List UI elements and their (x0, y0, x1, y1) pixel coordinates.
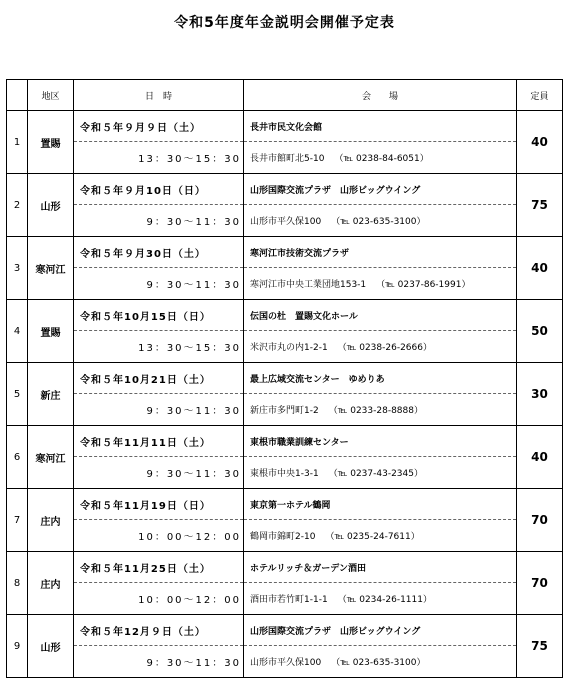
header-area: 地区 (28, 80, 74, 111)
venue-cell (244, 615, 517, 678)
capacity-cell: 30 (517, 363, 563, 426)
table-row (7, 363, 563, 426)
capacity-cell: 40 (517, 426, 563, 489)
venue-address: 寒河江市中央工業団地153-1 (250, 280, 367, 290)
header-venue: 会 場 (244, 80, 517, 111)
time-text: 13：30～15：30 (138, 343, 241, 354)
time-text: 10：00～12：00 (138, 595, 241, 606)
capacity-cell: 40 (517, 237, 563, 300)
date-text: 令和５年11月11日（土） (74, 426, 243, 457)
venue-address-line (244, 646, 516, 677)
row-number: 4 (7, 300, 28, 363)
table-row (7, 552, 563, 615)
time-text: 9：30～11：30 (146, 469, 241, 480)
venue-name: 長井市民文化会館 (244, 111, 516, 142)
datetime-cell (74, 426, 244, 489)
row-number: 6 (7, 426, 28, 489)
area-cell: 山形 (28, 615, 74, 678)
capacity-cell: 50 (517, 300, 563, 363)
venue-tel: （℡ 0233-28-8888） (328, 406, 423, 416)
time-text: 9：30～11：30 (146, 280, 241, 291)
venue-tel: （℡ 0238-26-2666） (337, 343, 432, 353)
area-cell: 寒河江 (28, 426, 74, 489)
time-text: 9：30～11：30 (146, 217, 241, 228)
row-number: 3 (7, 237, 28, 300)
row-number: 2 (7, 174, 28, 237)
venue-tel: （℡ 0237-43-2345） (328, 469, 423, 479)
venue-address-line (244, 394, 516, 425)
area-cell: 山形 (28, 174, 74, 237)
table-row (7, 615, 563, 678)
date-text: 令和５年９月10日（日） (74, 174, 243, 205)
venue-address-line (244, 583, 516, 614)
table-row (7, 300, 563, 363)
venue-address-line (244, 457, 516, 488)
venue-address: 新庄市多門町1-2 (250, 406, 319, 416)
area-cell: 庄内 (28, 552, 74, 615)
venue-cell (244, 300, 517, 363)
row-number: 1 (7, 111, 28, 174)
venue-cell (244, 363, 517, 426)
venue-cell (244, 174, 517, 237)
venue-name: 寒河江市技術交流プラザ (244, 237, 516, 268)
date-text: 令和５年11月19日（日） (74, 489, 243, 520)
time-text: 13：30～15：30 (138, 154, 241, 165)
table-row (7, 489, 563, 552)
venue-tel: （℡ 0234-26-1111） (337, 595, 432, 605)
venue-address-line (244, 520, 516, 551)
capacity-cell: 75 (517, 174, 563, 237)
venue-address: 山形市平久保100 (250, 658, 322, 668)
venue-tel: （℡ 023-635-3100） (331, 658, 426, 668)
page-title: 令和5年度年金説明会開催予定表 (174, 15, 395, 31)
venue-address-line (244, 268, 516, 299)
venue-cell (244, 426, 517, 489)
venue-name: 山形国際交流プラザ 山形ビッグウイング (244, 174, 516, 205)
date-text: 令和５年12月９日（土） (74, 615, 243, 646)
area-cell: 庄内 (28, 489, 74, 552)
venue-tel: （℡ 0235-24-7611） (325, 532, 420, 542)
date-text: 令和５年10月15日（日） (74, 300, 243, 331)
table-row (7, 426, 563, 489)
capacity-cell: 40 (517, 111, 563, 174)
datetime-cell (74, 237, 244, 300)
header-capacity: 定員 (517, 80, 563, 111)
venue-cell (244, 237, 517, 300)
time-text: 9：30～11：30 (146, 406, 241, 417)
datetime-cell (74, 363, 244, 426)
venue-address: 鶴岡市錦町2-10 (250, 532, 316, 542)
row-number: 5 (7, 363, 28, 426)
datetime-cell (74, 489, 244, 552)
venue-name: 東根市職業訓練センター (244, 426, 516, 457)
row-number: 7 (7, 489, 28, 552)
datetime-cell (74, 300, 244, 363)
venue-address: 酒田市若竹町1-1-1 (250, 595, 328, 605)
datetime-cell (74, 174, 244, 237)
venue-cell (244, 552, 517, 615)
venue-name: 最上広域交流センター ゆめりあ (244, 363, 516, 394)
venue-address: 山形市平久保100 (250, 217, 322, 227)
venue-cell (244, 489, 517, 552)
date-text: 令和５年９月30日（土） (74, 237, 243, 268)
table-row (7, 111, 563, 174)
time-text: 10：00～12：00 (138, 532, 241, 543)
area-cell: 置賜 (28, 300, 74, 363)
row-number: 8 (7, 552, 28, 615)
datetime-cell (74, 552, 244, 615)
date-text: 令和５年11月25日（土） (74, 552, 243, 583)
datetime-cell (74, 615, 244, 678)
row-number: 9 (7, 615, 28, 678)
venue-name: ホテルリッチ＆ガーデン酒田 (244, 552, 516, 583)
header-datetime: 日 時 (74, 80, 244, 111)
capacity-cell: 70 (517, 552, 563, 615)
venue-address-line (244, 142, 516, 173)
venue-name: 山形国際交流プラザ 山形ビッグウイング (244, 615, 516, 646)
venue-address-line (244, 205, 516, 236)
table-row (7, 237, 563, 300)
venue-cell (244, 111, 517, 174)
capacity-cell: 70 (517, 489, 563, 552)
venue-address: 長井市館町北5-10 (250, 154, 325, 164)
venue-tel: （℡ 0237-86-1991） (376, 280, 471, 290)
venue-name: 伝国の杜 置賜文化ホール (244, 300, 516, 331)
date-text: 令和５年10月21日（土） (74, 363, 243, 394)
area-cell: 寒河江 (28, 237, 74, 300)
schedule-table (6, 79, 563, 678)
venue-tel: （℡ 0238-84-6051） (334, 154, 429, 164)
venue-address-line (244, 331, 516, 362)
venue-tel: （℡ 023-635-3100） (331, 217, 426, 227)
venue-name: 東京第一ホテル鶴岡 (244, 489, 516, 520)
area-cell: 新庄 (28, 363, 74, 426)
table-row (7, 174, 563, 237)
header-no (7, 80, 28, 111)
date-text: 令和５年９月９日（土） (74, 111, 243, 142)
time-text: 9：30～11：30 (146, 658, 241, 669)
venue-address: 東根市中央1-3-1 (250, 469, 319, 479)
venue-address: 米沢市丸の内1-2-1 (250, 343, 328, 353)
capacity-cell: 75 (517, 615, 563, 678)
area-cell: 置賜 (28, 111, 74, 174)
datetime-cell (74, 111, 244, 174)
header-row (7, 80, 563, 111)
